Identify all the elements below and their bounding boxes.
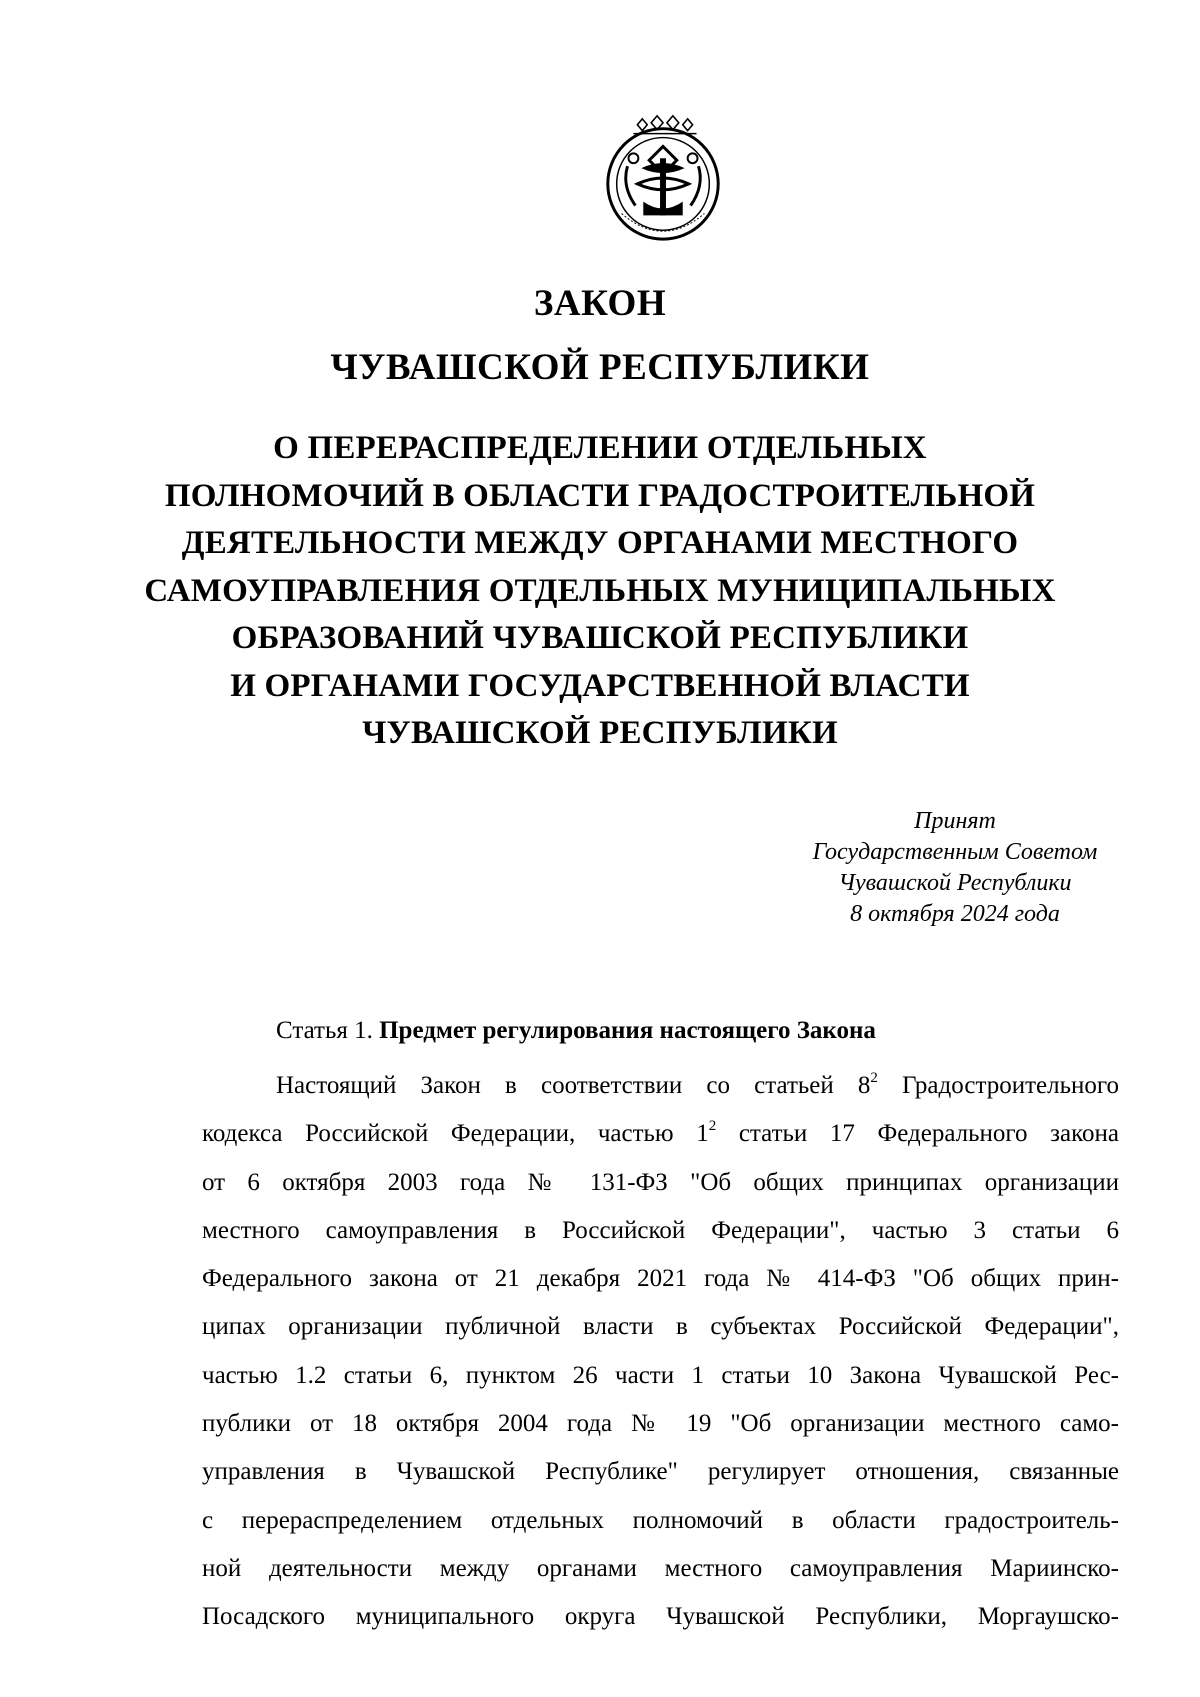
emblem-icon [594, 107, 732, 245]
superscript: 2 [870, 1069, 878, 1086]
paragraph-line [202, 1062, 1119, 1110]
law-title-line1: ЗАКОН [533, 283, 667, 324]
paragraph-line: от 6 октября 2003 года № 131-ФЗ "Об общих принципах организации [202, 1168, 1119, 1196]
article-body [202, 1062, 1119, 1642]
adoption-line: Принят [914, 808, 996, 834]
law-subject-line: О ПЕРЕРАСПРЕДЕЛЕНИИ ОТДЕЛЬНЫХ [273, 430, 927, 466]
text-run: Градостроительного [877, 1072, 1119, 1099]
text-run: статьи 17 Федерального закона [716, 1120, 1119, 1148]
adoption-line: Государственным Советом [812, 839, 1098, 865]
law-subject [0, 425, 1200, 758]
law-title [0, 272, 1200, 400]
superscript: 2 [708, 1117, 717, 1134]
paragraph-line: ципах организации публичной власти в субъектах Российской Федерации", [202, 1313, 1119, 1341]
paragraph-line: Посадского муниципального округа Чувашской Республики, Моргаушско- [202, 1603, 1119, 1631]
article-label: Статья 1. [276, 1017, 373, 1044]
paragraph-line: местного самоуправления в Российской Федерации", частью 3 статьи 6 [202, 1216, 1119, 1244]
text-run: кодекса Российской Федерации, частью 1 [202, 1120, 709, 1148]
paragraph-line: частью 1.2 статьи 6, пунктом 26 части 1 статьи 10 Закона Чувашской Рес- [202, 1361, 1119, 1389]
law-subject-line: ПОЛНОМОЧИЙ В ОБЛАСТИ ГРАДОСТРОИТЕЛЬНОЙ [164, 477, 1036, 514]
law-subject-line: САМОУПРАВЛЕНИЯ ОТДЕЛЬНЫХ МУНИЦИПАЛЬНЫХ [144, 572, 1056, 609]
adoption-line: Чувашской Республики [838, 870, 1072, 896]
article-title: Предмет регулирования настоящего Закона [379, 1017, 876, 1044]
article-heading [276, 1017, 876, 1045]
coat-of-arms-emblem [594, 107, 732, 245]
law-title-line2: ЧУВАШСКОЙ РЕСПУБЛИКИ [330, 347, 870, 388]
paragraph-line: ной деятельности между органами местного самоуправления Мариинско- [202, 1554, 1119, 1582]
law-subject-line: И ОРГАНАМИ ГОСУДАРСТВЕННОЙ ВЛАСТИ [230, 667, 970, 704]
paragraph-line: управления в Чувашской Республике" регулирует отношения, связанные [202, 1458, 1119, 1486]
paragraph-line: Федерального закона от 21 декабря 2021 года № 414-ФЗ "Об общих прин- [202, 1265, 1119, 1293]
adoption-note [790, 806, 1120, 930]
adoption-date: 8 октября 2024 года [850, 901, 1060, 927]
law-subject-line: ЧУВАШСКОЙ РЕСПУБЛИКИ [362, 715, 838, 751]
law-subject-line: ОБРАЗОВАНИЙ ЧУВАШСКОЙ РЕСПУБЛИКИ [231, 620, 969, 656]
paragraph-line: публики от 18 октября 2004 года № 19 "Об организации местного само- [202, 1410, 1119, 1438]
paragraph-line [202, 1110, 1119, 1158]
paragraph-line: с перераспределением отдельных полномочий в области градостроитель- [202, 1506, 1119, 1534]
text-run: Настоящий Закон в соответствии со статьей 8 [276, 1072, 871, 1099]
law-subject-line: ДЕЯТЕЛЬНОСТИ МЕЖДУ ОРГАНАМИ МЕСТНОГО [181, 525, 1019, 561]
